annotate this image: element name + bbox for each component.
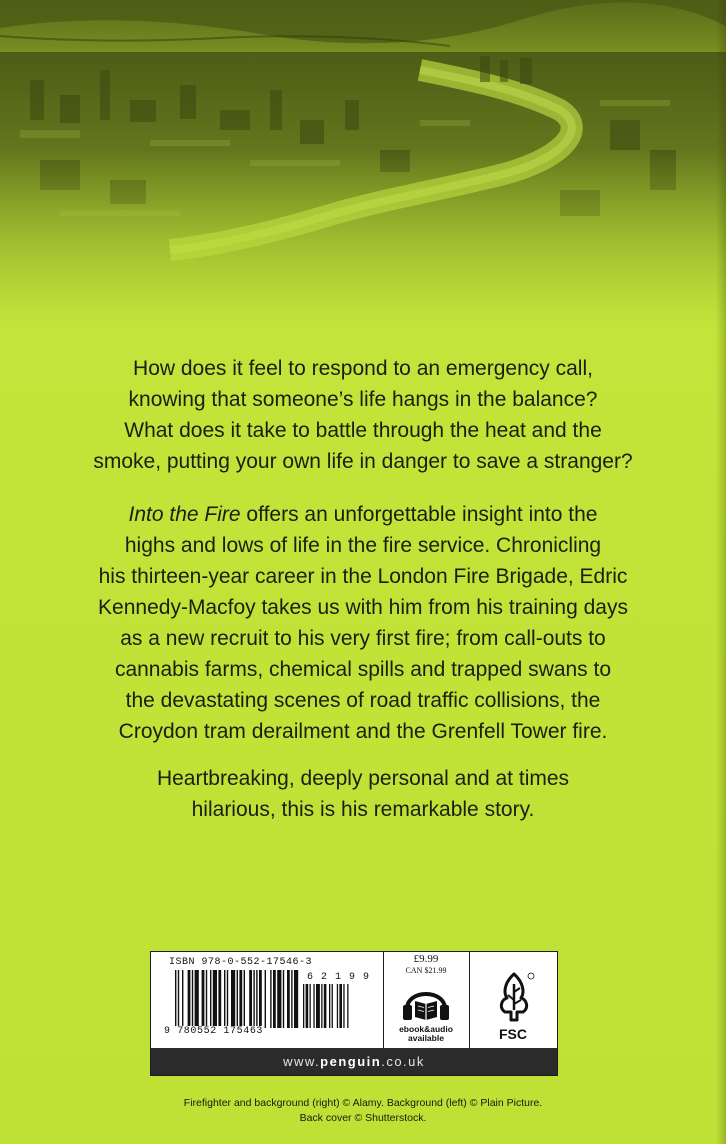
barcode-bar <box>182 970 183 1028</box>
barcode-bar <box>224 970 225 1028</box>
blurb-line-rest: offers an unforgettable insight into the <box>240 503 598 526</box>
blurb-intro <box>40 353 686 477</box>
barcode-bar <box>324 984 327 1028</box>
barcode-bar <box>259 970 262 1028</box>
blurb-line: knowing that someone’s life hangs in the balance? <box>128 388 598 411</box>
barcode-bar <box>321 984 322 1028</box>
publisher-website <box>151 1048 557 1075</box>
blurb-line: Croydon tram derailment and the Grenfell Tower fire. <box>118 720 608 743</box>
ean-digits: 9 780552 175463 <box>164 1026 264 1037</box>
blurb-line: hilarious, this is his remarkable story. <box>191 798 535 821</box>
ebook-label-line: available <box>408 1033 444 1043</box>
blurb-line: Kennedy-Macfoy takes us with him from his training days <box>98 596 628 619</box>
blurb-closing <box>40 763 686 825</box>
barcode-bar <box>291 970 292 1028</box>
barcode-bar <box>316 984 320 1028</box>
website-prefix: www. <box>283 1054 321 1069</box>
price-section <box>383 952 470 1048</box>
barcode-bar <box>283 970 284 1028</box>
barcode-bar <box>337 984 338 1028</box>
barcode-bar <box>277 970 281 1028</box>
ebook-label-line: ebook&audio <box>399 1024 453 1034</box>
barcode-bar <box>175 970 176 1028</box>
addon-number: 6 2 1 9 9 <box>307 972 371 983</box>
barcode-bar <box>244 970 245 1028</box>
photo-credits <box>60 1096 666 1126</box>
barcode-bar <box>210 970 211 1028</box>
blurb-line: What does it take to battle through the heat and the <box>124 419 602 442</box>
barcode-bar <box>231 970 235 1028</box>
blurb-line: smoke, putting your own life in danger to save a stranger? <box>93 450 633 473</box>
barcode-bar <box>343 984 344 1028</box>
barcode-section <box>151 952 384 1048</box>
london-cityscape-image <box>0 0 726 330</box>
fsc-section <box>469 952 557 1048</box>
credit-line: Firefighter and background (right) © Alamy. Background (left) © Plain Picture. <box>183 1097 543 1109</box>
ebook-audio-label <box>383 1025 469 1043</box>
blurb-description <box>40 499 686 747</box>
barcode-bar <box>239 970 242 1028</box>
book-title: Into the Fire <box>128 503 241 526</box>
barcode-bar <box>227 970 228 1028</box>
barcode-bar <box>306 984 309 1028</box>
barcode-bar <box>256 970 257 1028</box>
barcode-bar <box>329 984 330 1028</box>
blurb-line: highs and lows of life in the fire service. Chronicling <box>124 534 602 557</box>
barcode-bar <box>218 970 221 1028</box>
barcode-bar <box>287 970 290 1028</box>
fsc-tree-icon <box>491 970 537 1022</box>
barcode-bar <box>178 970 179 1028</box>
blurb-line: Heartbreaking, deeply personal and at times <box>156 767 570 790</box>
barcode-bar <box>265 970 266 1028</box>
headphones-book-icon <box>401 979 451 1023</box>
barcode-panel <box>150 951 558 1076</box>
blurb-line <box>40 499 686 530</box>
barcode-bar <box>270 970 271 1028</box>
barcode-bar <box>206 970 207 1028</box>
barcode-bar <box>273 970 276 1028</box>
addon-barcode <box>303 984 361 1036</box>
barcode-bar <box>213 970 217 1028</box>
price <box>383 954 469 976</box>
blurb-line: as a new recruit to his very first fire; from call-outs to <box>120 627 606 650</box>
barcode-bar <box>237 970 238 1028</box>
price-gbp: £9.99 <box>413 953 439 965</box>
price-can: CAN $21.99 <box>405 966 447 975</box>
isbn-text: ISBN 978-0-552-17546-3 <box>169 957 313 968</box>
blurb-line: the devastating scenes of road traffic collisions, the <box>125 689 601 712</box>
barcode-bar <box>310 984 311 1028</box>
barcode-bar <box>303 984 304 1028</box>
blurb-line: cannabis farms, chemical spills and trapped swans to <box>114 658 612 681</box>
blurb-line: How does it feel to respond to an emergency call, <box>133 357 593 380</box>
barcode-bar <box>332 984 333 1028</box>
barcode-bar <box>313 984 314 1028</box>
cover-edge-shadow <box>716 0 726 1144</box>
credit-line: Back cover © Shutterstock. <box>299 1112 427 1124</box>
barcode-bar <box>339 984 342 1028</box>
barcode-bar <box>294 970 298 1028</box>
fsc-label: FSC <box>499 1026 527 1042</box>
barcode-bar <box>253 970 254 1028</box>
barcode-bar <box>195 970 199 1028</box>
website-brand: penguin <box>320 1054 382 1069</box>
barcode-bar <box>249 970 252 1028</box>
website-suffix: .co.uk <box>381 1054 425 1069</box>
barcode-bar <box>188 970 191 1028</box>
blurb-line: his thirteen-year career in the London Fire Brigade, Edric <box>98 565 628 588</box>
barcode-bar <box>202 970 205 1028</box>
barcode-bar <box>347 984 348 1028</box>
barcode-bar <box>192 970 193 1028</box>
